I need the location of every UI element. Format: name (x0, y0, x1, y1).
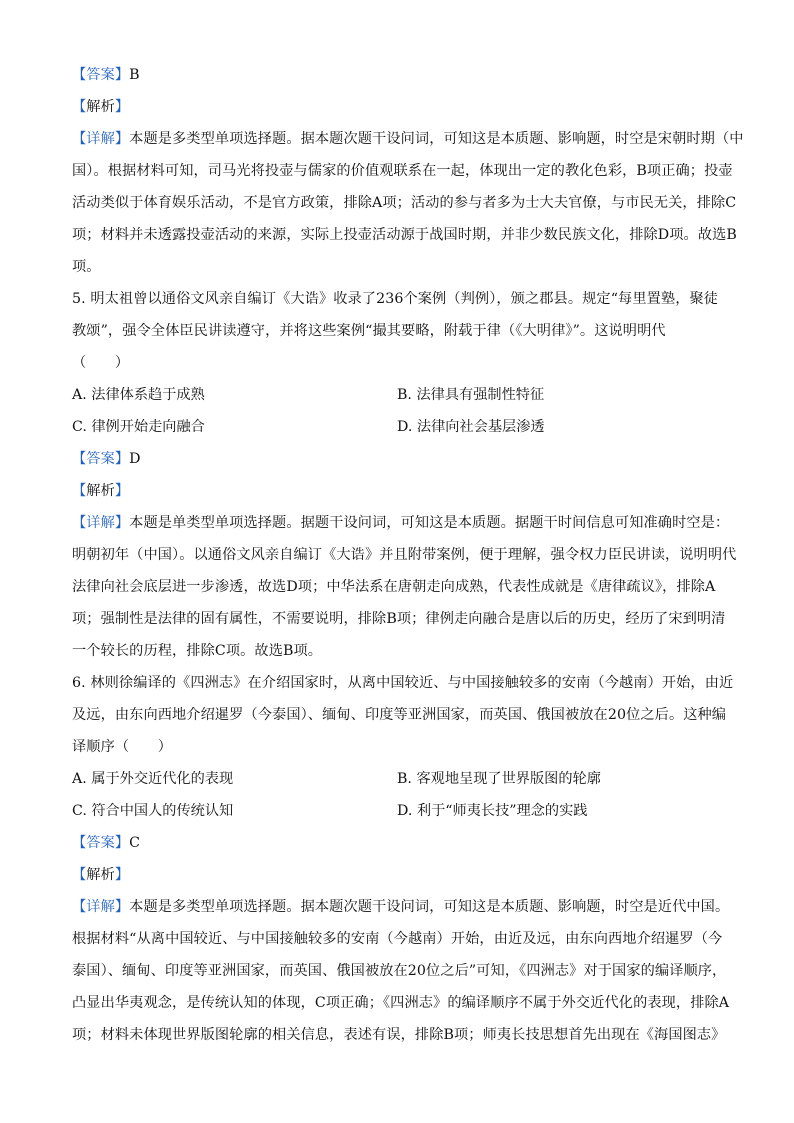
q4-detail-line: 国）。根据材料可知，司马光将投壶与儒家的价值观联系在一起，体现出一定的教化色彩，B项正确；投壶 (72, 163, 733, 179)
answer-value: B (129, 67, 140, 83)
answer-label: 【答案】 (72, 451, 130, 467)
answer-label: 【答案】 (72, 835, 130, 851)
q5-option-d: D. 法律向社会基层渗透 (397, 419, 545, 435)
q5-analysis-heading: 【解析】 (72, 483, 130, 499)
answer-value: D (129, 451, 141, 467)
q6-detail-line: 根据材料“从离中国较近、与中国接触较多的安南（今越南）开始，由近及远，由东向西地介绍暹罗（今 (72, 931, 723, 947)
detail-label: 【详解】 (72, 899, 130, 915)
q6-detail-line: 凸显出华夷观念，是传统认知的体现，C项正确；《四洲志》的编译顺序不属于外交近代化的表现，排除A (72, 995, 730, 1011)
q6-stem-line: 6. 林则徐编译的《四洲志》在介绍国家时，从离中国较近、与中国接触较多的安南（今越南）开始，由近 (72, 675, 734, 691)
q5-detail-line: 项；强制性是法律的固有属性，不需要说明，排除B项；律例走向融合是唐以后的历史，经历了宋到明清 (72, 611, 726, 627)
q5-detail-line: 法律向社会底层进一步渗透，故选D项；中华法系在唐朝走向成熟，代表性成就是《唐律疏议》，排除A (72, 579, 716, 595)
answer-value: C (129, 835, 141, 851)
q5-answer (72, 449, 732, 469)
q6-detail-line: 【详解】本题是多类型单项选择题。据本题次题干设问词，可知这是本质题、影响题，时空是近代中国。 (72, 899, 730, 915)
q6-detail-line: 泰国）、缅甸、印度等亚洲国家，而英国、俄国被放在20位之后”可知，《四洲志》对于国家的编译顺序， (72, 963, 727, 979)
q4-detail-line: 【详解】本题是多类型单项选择题。据本题次题干设问词，可知这是本质题、影响题，时空是宋朝时期（中 (72, 131, 744, 147)
q5-detail-line: 【详解】本题是单类型单项选择题。据题干设问词，可知这是本质题。据题干时间信息可知准确时空是： (72, 515, 730, 531)
q6-stem-line: 译顺序（ ） (72, 739, 173, 755)
q4-analysis-heading: 【解析】 (72, 99, 130, 115)
q5-detail-line: 明朝初年（中国）。以通俗文风亲自编订《大诰》并且附带案例，便于理解，强令权力臣民讲读，说明明代 (72, 547, 737, 563)
q4-detail-line: 项。 (72, 259, 101, 275)
q6-detail-line: 项；材料未体现世界版图轮廓的相关信息，表述有误，排除B项；师夷长技思想首先出现在《海国图志》 (72, 1027, 726, 1043)
q6-option-d: D. 利于“师夷长技”理念的实践 (397, 803, 588, 819)
q4-detail-line: 项；材料并未透露投壶活动的来源，实际上投壶活动源于战国时期，并非少数民族文化，排除D项。故选B (72, 227, 737, 243)
q5-option-b: B. 法律具有强制性特征 (397, 387, 545, 403)
q6-answer (72, 833, 732, 853)
q4-detail-line: 活动类似于体育娱乐活动，不是官方政策，排除A项；活动的参与者多为士大夫官僚，与市民无关，排除C (72, 195, 737, 211)
q6-option-a: A. 属于外交近代化的表现 (72, 771, 234, 787)
q6-option-c: C. 符合中国人的传统认知 (72, 803, 234, 819)
q5-stem-line: 5. 明太祖曾以通俗文风亲自编订《大诰》收录了236个案例（判例），颁之郡县。规定“每里置塾，聚徒 (72, 291, 719, 307)
detail-label: 【详解】 (72, 131, 130, 147)
q5-option-a: A. 法律体系趋于成熟 (72, 387, 205, 403)
q5-option-c: C. 律例开始走向融合 (72, 419, 205, 435)
answer-label: 【答案】 (72, 67, 130, 83)
q5-detail-line: 一个较长的历程，排除C项。故选B项。 (72, 643, 323, 659)
detail-label: 【详解】 (72, 515, 130, 531)
q6-stem-line: 及远，由东向西地介绍暹罗（今泰国）、缅甸、印度等亚洲国家，而英国、俄国被放在20位之后。这种编 (72, 707, 727, 723)
q5-stem-line: 教颂”，强令全体臣民讲读遵守，并将这些案例“撮其要略，附载于律（《大明律》”。这说明明代 (72, 323, 666, 339)
q4-answer (72, 65, 732, 85)
q6-option-b: B. 客观地呈现了世界版图的轮廓 (397, 771, 601, 787)
q6-analysis-heading: 【解析】 (72, 867, 130, 883)
q5-stem-line: （ ） (72, 355, 130, 371)
